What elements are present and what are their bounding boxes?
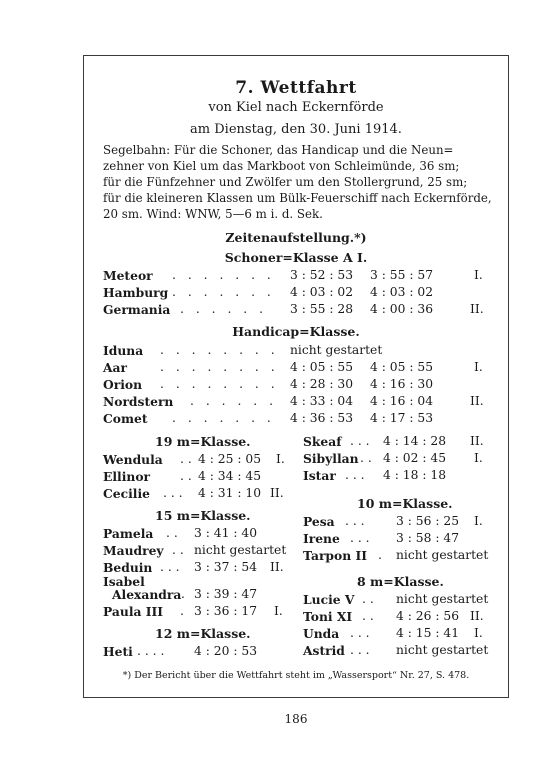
status-not-started: nicht gestartet bbox=[290, 343, 383, 357]
leader-dots: . . . bbox=[345, 514, 365, 528]
leader-dots: . . bbox=[172, 543, 184, 557]
table-row-name: Sibyllan bbox=[303, 451, 359, 466]
placing: I. bbox=[474, 514, 483, 528]
description-line: zehner von Kiel um das Markboot von Schleimünde, 36 sm; bbox=[103, 159, 460, 173]
leader-dots: . . . . . . . bbox=[172, 268, 275, 282]
leader-dots: . . . . bbox=[137, 644, 165, 658]
status-not-started: nicht gestartet bbox=[396, 592, 489, 606]
description-line: 20 sm. Wind: WNW, 5—6 m i. d. Sek. bbox=[103, 207, 323, 221]
table-row-name: Alexandra bbox=[112, 587, 182, 602]
leader-dots: . bbox=[181, 587, 185, 601]
table-row-name: Aar bbox=[103, 360, 127, 375]
table-row-name: Isabel bbox=[103, 574, 145, 589]
elapsed-time: 3 : 55 : 28 bbox=[290, 302, 354, 316]
placing: I. bbox=[274, 604, 283, 618]
leader-dots: . . bbox=[362, 592, 374, 606]
status-not-started: nicht gestartet bbox=[194, 543, 287, 557]
placing: I. bbox=[474, 626, 483, 640]
date-line: am Dienstag, den 30. Juni 1914. bbox=[190, 122, 402, 137]
description-line: für die kleineren Klassen um Bülk-Feuerschiff nach Eckernförde, bbox=[103, 191, 492, 205]
placing: II. bbox=[470, 302, 484, 316]
placing: I. bbox=[474, 268, 483, 282]
placing: II. bbox=[270, 560, 284, 574]
table-row-name: Skeaf bbox=[303, 434, 342, 449]
leader-dots: . . bbox=[362, 609, 374, 623]
table-row-name: Iduna bbox=[103, 343, 144, 358]
class-15m-heading: 15 m=Klasse. bbox=[155, 508, 251, 523]
table-row-name: Hamburg bbox=[103, 285, 169, 300]
corrected-time: 4 : 16 : 04 bbox=[370, 394, 434, 408]
leader-dots: . . . bbox=[160, 560, 180, 574]
class-10m-heading: 10 m=Klasse. bbox=[357, 496, 453, 511]
description-line: Segelbahn: Für die Schoner, das Handicap und die Neun= bbox=[103, 143, 454, 157]
section-title: Zeitenaufstellung.*) bbox=[225, 230, 367, 245]
leader-dots: . bbox=[180, 604, 184, 618]
table-row-name: Tarpon II bbox=[303, 548, 367, 563]
class-12m-heading: 12 m=Klasse. bbox=[155, 626, 251, 641]
handicap-heading: Handicap=Klasse. bbox=[232, 324, 360, 339]
class-19m-heading: 19 m=Klasse. bbox=[155, 434, 251, 449]
leader-dots: . . . . . . bbox=[180, 302, 267, 316]
elapsed-time: 4 : 36 : 53 bbox=[290, 411, 354, 425]
route-line: von Kiel nach Eckernförde bbox=[208, 100, 384, 115]
table-row-name: Unda bbox=[303, 626, 340, 641]
corrected-time: 4 : 05 : 55 bbox=[370, 360, 434, 374]
elapsed-time: 4 : 18 : 18 bbox=[383, 468, 447, 482]
leader-dots: . . . . . . . . bbox=[160, 343, 279, 357]
leader-dots: . . bbox=[180, 452, 192, 466]
placing: I. bbox=[276, 452, 285, 466]
footnote: *) Der Bericht über die Wettfahrt steht im „Wassersport“ Nr. 27, S. 478. bbox=[122, 670, 470, 681]
table-row-name: Nordstern bbox=[103, 394, 174, 409]
table-row-name: Paula III bbox=[103, 604, 164, 619]
leader-dots: . . . . . . . bbox=[172, 411, 275, 425]
class-8m-heading: 8 m=Klasse. bbox=[357, 574, 444, 589]
schoner-heading: Schoner=Klasse A I. bbox=[224, 250, 368, 265]
placing: II. bbox=[470, 434, 484, 448]
elapsed-time: 4 : 26 : 56 bbox=[396, 609, 460, 623]
table-row-name: Comet bbox=[103, 411, 148, 426]
elapsed-time: 3 : 52 : 53 bbox=[290, 268, 354, 282]
page-number: 186 bbox=[284, 712, 308, 726]
corrected-time: 4 : 03 : 02 bbox=[370, 285, 434, 299]
elapsed-time: 4 : 34 : 45 bbox=[198, 469, 262, 483]
status-not-started: nicht gestartet bbox=[396, 643, 489, 657]
elapsed-time: 4 : 20 : 53 bbox=[194, 644, 258, 658]
leader-dots: . . . . . . . . bbox=[160, 377, 279, 391]
table-row-name: Heti bbox=[103, 644, 133, 659]
elapsed-time: 4 : 03 : 02 bbox=[290, 285, 354, 299]
table-row-name: Cecilie bbox=[103, 486, 150, 501]
corrected-time: 4 : 17 : 53 bbox=[370, 411, 434, 425]
table-row-name: Maudrey bbox=[103, 543, 164, 558]
elapsed-time: 4 : 05 : 55 bbox=[290, 360, 354, 374]
table-row-name: Irene bbox=[303, 531, 340, 546]
corrected-time: 4 : 16 : 30 bbox=[370, 377, 434, 391]
elapsed-time: 4 : 02 : 45 bbox=[383, 451, 447, 465]
table-row-name: Pesa bbox=[303, 514, 335, 529]
table-row-name: Astrid bbox=[303, 643, 345, 658]
elapsed-time: 3 : 56 : 25 bbox=[396, 514, 460, 528]
corrected-time: 4 : 00 : 36 bbox=[370, 302, 434, 316]
leader-dots: . . . bbox=[350, 643, 370, 657]
elapsed-time: 4 : 31 : 10 bbox=[198, 486, 262, 500]
table-row-name: Lucie V bbox=[303, 592, 355, 607]
leader-dots: . . bbox=[360, 451, 372, 465]
leader-dots: . . . bbox=[350, 626, 370, 640]
placing: II. bbox=[470, 609, 484, 623]
corrected-time: 3 : 55 : 57 bbox=[370, 268, 434, 282]
table-row-name: Pamela bbox=[103, 526, 154, 541]
placing: II. bbox=[470, 394, 484, 408]
leader-dots: . . . . . . . . bbox=[160, 360, 279, 374]
elapsed-time: 4 : 28 : 30 bbox=[290, 377, 354, 391]
description-line: für die Fünfzehner und Zwölfer um den Stollergrund, 25 sm; bbox=[103, 175, 468, 189]
leader-dots: . . . bbox=[345, 468, 365, 482]
table-row-name: Meteor bbox=[103, 268, 153, 283]
table-row-name: Germania bbox=[103, 302, 171, 317]
elapsed-time: 3 : 37 : 54 bbox=[194, 560, 258, 574]
placing: II. bbox=[270, 486, 284, 500]
table-row-name: Wendula bbox=[103, 452, 163, 467]
placing: I. bbox=[474, 451, 483, 465]
elapsed-time: 3 : 58 : 47 bbox=[396, 531, 460, 545]
elapsed-time: 4 : 33 : 04 bbox=[290, 394, 354, 408]
leader-dots: . bbox=[378, 548, 382, 562]
table-row-name: Toni XI bbox=[303, 609, 353, 624]
elapsed-time: 4 : 15 : 41 bbox=[396, 626, 460, 640]
leader-dots: . . . bbox=[163, 486, 183, 500]
course-description bbox=[103, 142, 493, 222]
leader-dots: . . . bbox=[350, 434, 370, 448]
table-row-name: Orion bbox=[103, 377, 143, 392]
placing: I. bbox=[474, 360, 483, 374]
elapsed-time: 4 : 14 : 28 bbox=[383, 434, 447, 448]
elapsed-time: 4 : 25 : 05 bbox=[198, 452, 262, 466]
leader-dots: . . . . . . . bbox=[172, 285, 275, 299]
table-row-name: Ellinor bbox=[103, 469, 151, 484]
leader-dots: . . bbox=[180, 469, 192, 483]
elapsed-time: 3 : 41 : 40 bbox=[194, 526, 258, 540]
elapsed-time: 3 : 36 : 17 bbox=[194, 604, 258, 618]
page-title: 7. Wettfahrt bbox=[235, 78, 357, 98]
table-row-name: Istar bbox=[303, 468, 336, 483]
leader-dots: . . bbox=[166, 526, 178, 540]
leader-dots: . . . bbox=[350, 531, 370, 545]
table-row-name: Beduin bbox=[103, 560, 153, 575]
elapsed-time: 3 : 39 : 47 bbox=[194, 587, 258, 601]
status-not-started: nicht gestartet bbox=[396, 548, 489, 562]
leader-dots: . . . . . . bbox=[190, 394, 277, 408]
